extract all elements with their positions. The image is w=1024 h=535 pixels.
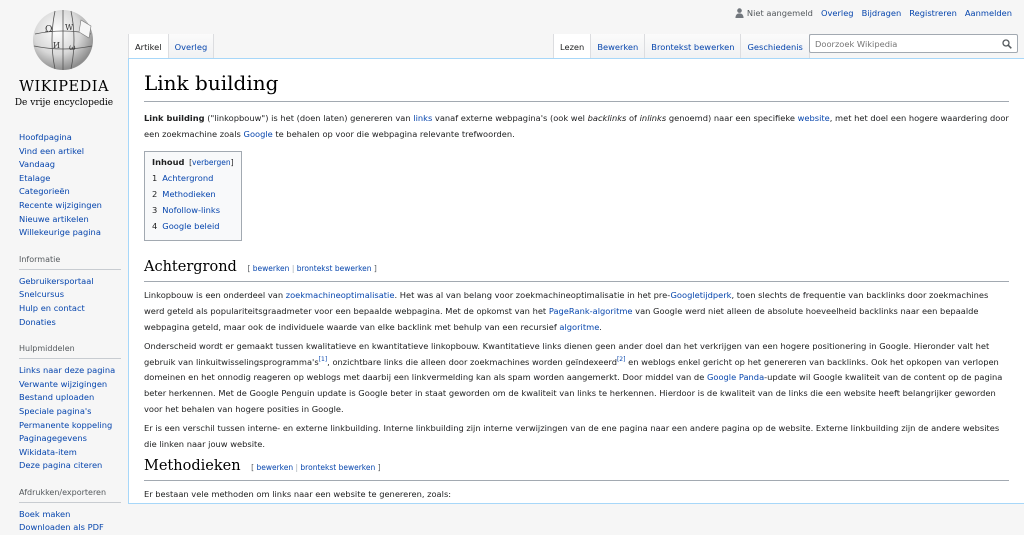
toc-link-methodieken[interactable]: Methodieken xyxy=(162,188,216,199)
toc-item xyxy=(152,171,234,187)
section-heading-achtergrond xyxy=(144,257,1009,282)
sidebar-section-title: Afdrukken/exporteren xyxy=(19,482,121,503)
toc-number: 3 xyxy=(152,204,158,215)
svg-text:Ω: Ω xyxy=(45,25,53,35)
sidebar-item-nieuwe-artikelen[interactable]: Nieuwe artikelen xyxy=(19,213,89,224)
tab-label: Lezen xyxy=(560,42,585,52)
text: Onderscheid wordt er gemaakt tussen kwalitatieve en kwantitatieve linkopbouw. Kwantitatieve links dienen geen ander doel dan het verkrijgen van een hogere positionering in Google. Hieronder valt het gebruik van linkuitwisselingsprogramma's xyxy=(144,341,990,367)
wikipedia-tagline: De vrije encyclopedie xyxy=(14,98,114,108)
tab-label: Brontekst bewerken xyxy=(651,42,735,52)
section-title: Achtergrond xyxy=(144,259,237,276)
edit-section-link[interactable]: bewerken xyxy=(256,463,294,473)
toc-title: Inhoud xyxy=(152,157,185,168)
text: . Het was al van belang voor zoekmachineoptimalisatie in het pre- xyxy=(394,290,671,301)
edit-section: [ bewerken | brontekst bewerken ] xyxy=(247,264,377,274)
link-algoritme[interactable]: algoritme xyxy=(559,321,600,332)
link-website[interactable]: website xyxy=(797,113,830,123)
sidebar-item-hoofdpagina[interactable]: Hoofdpagina xyxy=(19,132,72,142)
sidebar-navigation xyxy=(19,126,121,240)
svg-text:ω: ω xyxy=(69,43,76,52)
edit-section-link[interactable]: bewerken xyxy=(252,264,290,274)
text: -update wil Google kwaliteit van de content op de pagina beter herkennen. Met de Google Penguin update is Google beter in staat geworden om de kwaliteit van links te herkennen. Hierdoor is de kwaliteit van de links die een website heeft belangrijker geworden voor het behalen van hogere posities in Google. xyxy=(144,372,1003,414)
text: , met het doel een hogere waardering door een zoekmachine zoals xyxy=(144,113,1009,139)
tab-overleg[interactable] xyxy=(169,34,215,58)
sidebar-item-links-naar-pagina[interactable]: Links naar deze pagina xyxy=(19,365,116,376)
tab-artikel[interactable] xyxy=(128,34,169,58)
sidebar-item-speciale-paginas[interactable]: Speciale pagina's xyxy=(19,405,92,416)
personal-tools xyxy=(735,8,1012,18)
sidebar-section-title: Informatie xyxy=(19,249,121,270)
personal-link-registreren[interactable]: Registreren xyxy=(909,8,957,18)
sidebar-item-gebruikersportaal[interactable]: Gebruikersportaal xyxy=(19,275,94,286)
search-box xyxy=(809,34,1018,53)
sidebar-item-download-pdf[interactable]: Downloaden als PDF xyxy=(19,522,104,533)
italic-term: inlinks xyxy=(639,113,667,123)
personal-link-overleg[interactable]: Overleg xyxy=(820,8,854,18)
sidebar-item-wikidata-item[interactable]: Wikidata-item xyxy=(19,446,77,457)
sidebar-section-title: Hulpmiddelen xyxy=(19,338,121,359)
text: Linkopbouw is een onderdeel van xyxy=(144,290,286,301)
sidebar-info xyxy=(19,249,121,329)
sidebar-item-vandaag[interactable]: Vandaag xyxy=(19,159,56,170)
section-heading-methodieken xyxy=(144,456,1009,481)
tab-bewerken[interactable] xyxy=(591,34,645,58)
sidebar-item-hulp-contact[interactable]: Hulp en contact xyxy=(19,302,85,313)
search-button[interactable] xyxy=(997,35,1017,52)
edit-source-link[interactable]: brontekst bewerken xyxy=(296,264,372,274)
edit-section: [ bewerken | brontekst bewerken ] xyxy=(251,463,381,473)
namespace-tabs xyxy=(128,34,214,58)
puzzle-globe-icon xyxy=(31,8,95,72)
tab-geschiedenis[interactable] xyxy=(741,34,809,58)
reference[interactable]: [1] xyxy=(318,355,328,363)
tab-label: Bewerken xyxy=(597,42,639,52)
sidebar-item-boek-maken[interactable]: Boek maken xyxy=(19,508,71,519)
toc-toggle-link[interactable]: verbergen xyxy=(192,158,231,168)
sidebar-item-pagina-citeren[interactable]: Deze pagina citeren xyxy=(19,460,103,471)
anonymous-status xyxy=(735,8,813,18)
svg-text:И: И xyxy=(53,41,60,50)
sidebar-tools xyxy=(19,338,121,473)
table-of-contents xyxy=(144,151,242,241)
wikipedia-wordmark: WIKIPEDIA xyxy=(19,79,109,95)
toc-number: 2 xyxy=(152,188,158,199)
reference[interactable]: [2] xyxy=(616,355,626,363)
sidebar-item-snelcursus[interactable]: Snelcursus xyxy=(19,289,65,300)
toc-link-nofollow[interactable]: Nofollow-links xyxy=(162,204,221,215)
text: , toen slechts de frequentie van backlinks door zoekmachines werd geteld als populariteitsgraadmeter voor een bepaalde webpagina. Met de opkomst van het xyxy=(144,290,989,316)
sidebar-item-recente-wijzigingen[interactable]: Recente wijzigingen xyxy=(19,199,102,210)
svg-text:W: W xyxy=(65,23,74,32)
toc-item xyxy=(152,219,234,235)
tab-label: Artikel xyxy=(135,42,162,52)
sidebar xyxy=(0,126,128,535)
paragraph: Er is een verschil tussen interne- en externe linkbuilding. Interne linkbuilding zijn interne verwijzingen van de ene pagina naar een andere pagina op de website. Externe linkbuilding zijn de andere websites die linken naar jouw website. xyxy=(144,423,1000,449)
toc-header xyxy=(152,157,234,167)
link-links[interactable]: links xyxy=(413,113,433,123)
personal-link-aanmelden[interactable]: Aanmelden xyxy=(964,8,1012,18)
toc-item xyxy=(152,203,234,219)
paragraph: Er bestaan vele methoden om links naar een website te genereren, zoals: xyxy=(144,489,452,500)
toc-number: 1 xyxy=(152,173,158,184)
intro-term: Link building xyxy=(144,113,205,123)
tab-brontekst-bewerken[interactable] xyxy=(645,34,741,58)
text: en weblogs enkel gericht op het genereren van backlinks. Ook het opkopen van verlopen domeinen en het onnodig reageren op weblogs met daarbij een linkvermelding kan als spam worden aangemerkt. Door middel van de xyxy=(144,356,999,383)
sidebar-item-donaties[interactable]: Donaties xyxy=(19,316,56,327)
view-tabs xyxy=(553,34,810,58)
sidebar-item-verwante-wijzigingen[interactable]: Verwante wijzigingen xyxy=(19,378,108,389)
paragraph xyxy=(144,288,1009,335)
text: ("linkopbouw") is het (doen laten) genereren van xyxy=(204,113,414,123)
article-content xyxy=(128,58,1024,504)
link-googletijdperk[interactable]: Googletijdperk xyxy=(670,290,732,301)
text: vanaf externe webpagina's (ook wel xyxy=(432,113,588,123)
toc-link-achtergrond[interactable]: Achtergrond xyxy=(162,173,214,184)
text: , onzichtbare links die alleen door zoekmachines worden geïndexeerd xyxy=(327,356,617,367)
italic-term: backlinks xyxy=(587,113,627,123)
text: of xyxy=(626,113,640,123)
toc-number: 4 xyxy=(152,220,158,231)
toc-toggle: [verbergen] xyxy=(189,158,234,168)
page-title: Link building xyxy=(144,69,1009,102)
anonymous-label: Niet aangemeld xyxy=(746,8,813,18)
sidebar-item-vind-artikel[interactable]: Vind een artikel xyxy=(19,145,85,156)
intro-paragraph xyxy=(144,111,1009,142)
paragraph xyxy=(144,339,1009,417)
wikipedia-logo[interactable] xyxy=(0,0,128,118)
text: van Google werd niet alleen de absolute hoeveelheid backlinks naar een bepaalde webpagina geteld, maar ook de individuele waarde van elke backlink met behulp van een recursief xyxy=(144,305,979,332)
link-pagerank[interactable]: PageRank-algoritme xyxy=(548,305,633,316)
search-input[interactable] xyxy=(815,39,997,49)
search-icon xyxy=(1002,39,1012,49)
edit-source-link[interactable]: brontekst bewerken xyxy=(300,463,376,473)
sidebar-item-bestand-uploaden[interactable]: Bestand uploaden xyxy=(19,392,95,403)
sidebar-item-etalage[interactable]: Etalage xyxy=(19,172,51,183)
link-zoekmachineoptimalisatie[interactable]: zoekmachineoptimalisatie xyxy=(285,290,395,301)
sidebar-item-categorieen[interactable]: Categorieën xyxy=(19,186,70,197)
sidebar-item-willekeurige-pagina[interactable]: Willekeurige pagina xyxy=(19,227,101,238)
user-icon xyxy=(735,8,744,18)
tab-label: Overleg xyxy=(174,42,208,52)
sidebar-item-permanente-koppeling[interactable]: Permanente koppeling xyxy=(19,419,113,430)
link-google-panda[interactable]: Google Panda xyxy=(706,372,765,383)
tab-label: Geschiedenis xyxy=(747,42,803,52)
text: . xyxy=(599,321,602,332)
tab-lezen[interactable] xyxy=(553,34,591,58)
personal-link-bijdragen[interactable]: Bijdragen xyxy=(861,8,902,18)
section-title: Methodieken xyxy=(144,458,241,475)
text: genoemd) naar een specifieke xyxy=(666,113,798,123)
toc-link-google-beleid[interactable]: Google beleid xyxy=(162,220,220,231)
sidebar-item-paginagegevens[interactable]: Paginagegevens xyxy=(19,433,87,444)
link-google[interactable]: Google xyxy=(243,128,273,139)
sidebar-export xyxy=(19,482,121,535)
toc-item xyxy=(152,187,234,203)
text: te behalen op voor die webpagina relevante trefwoorden. xyxy=(272,128,515,139)
